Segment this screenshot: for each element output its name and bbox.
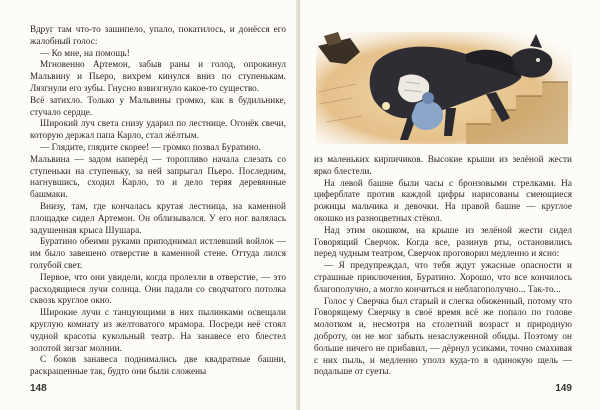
paragraph: Над этим окошком, на крыше из зелёной жести сидел Говорящий Сверчок. Когда все, разинув рты, остановились перед чудным театром, Сверчок проговорил медленно и ясно: (314, 224, 572, 259)
illustration-svg (316, 32, 572, 144)
paragraph: — Я предупреждал, что тебя ждут ужасные опасности и страшные приключения, Буратино. Хорошо, что все кончилось благополучно, а могло кончиться и неблагополучно... Так-то... (314, 260, 572, 294)
paragraph: Всё затихло. Только у Мальвины громко, как в будильнике, стучало сердце. (30, 94, 286, 117)
page-number: 149 (555, 383, 572, 394)
page-number: 148 (30, 383, 47, 394)
paragraph: Внизу, там, где кончалась крутая лестница, на каменной площадке сидел Артемон. Он облизывался. У его ног валялась задушенная крыса Шушара. (30, 200, 286, 235)
illustration-dog-fight (316, 32, 572, 144)
paragraph: Буратино обеими руками приподнимал истлевший войлок — им было завешено отверстие в каменной стене. Оттуда лился голубой свет. (30, 236, 286, 270)
paragraph: Мгновенно Артемон, забыв раны и голод, опрокинул Мальвину и Пьеро, вихрем кинулся вниз по ступенькам. Лязгнули его зубы. Гнусно взвизгнуло какое-то существо. (30, 59, 286, 93)
paragraph: На левой башне были часы с бронзовыми стрелками. На циферблате против каждой цифры нарисованы смеющиеся рожицы мальчика и девочки. На правой башне — круглое окошко из разноцветных стёкол. (314, 177, 572, 223)
paragraph: Мальвина — задом наперёд — торопливо начала слезать со ступеньки на ступеньку, за ней запрыгал Пьеро. Последним, нагнувшись, сходил Карло, то и дело теряя деревянные башмаки. (30, 153, 286, 200)
paragraph: Широкие лучи с танцующими в них пылинками освещали круглую комнату из желтоватого мрамора. Посреди неё стоял чудной красоты кукольный театр. На занавесе его блестел золотой зигзаг молнии. (30, 307, 286, 353)
paragraph: — Ко мне, на помощь! (40, 47, 130, 58)
paragraph: Вдруг там что-то зашипело, упало, покатилось, и донёсся его жалобный голос: (30, 24, 286, 46)
paragraph: — Глядите, глядите скорее! — громко позвал Буратино. (40, 141, 261, 152)
right-page (300, 0, 600, 410)
paragraph: С боков занавеса поднимались две квадратные башни, раскрашенные так, будто они были сложены (30, 354, 286, 377)
paragraph: Первое, что они увидели, когда пролезли в отверстие, — это расходящиеся лучи солнца. Они падали со сводчатого потолка сквозь круглое окно. (30, 271, 286, 306)
paragraph: Голос у Сверчка был старый и слегка обиженный, потому что Говорящему Сверчку в своё время всё же попало по голове молотком и, несмотря на столетний возраст и природную доброту, он не мог забыть незаслуженной обиды. Поэтому он больше ничего не прибавил, — дёрнул усиками, точно смахивая с них пыль, и медленно уполз куда-то в одинокую щель — подальше от суеты. (314, 295, 572, 377)
paragraph: из маленьких кирпичиков. Высокие крыши из зелёной жести ярко блестели. (314, 154, 572, 176)
paragraph: Широкий луч света снизу ударил по лестнице. Огонёк свечи, которую держал папа Карло, стал жёлтым. (30, 118, 286, 141)
